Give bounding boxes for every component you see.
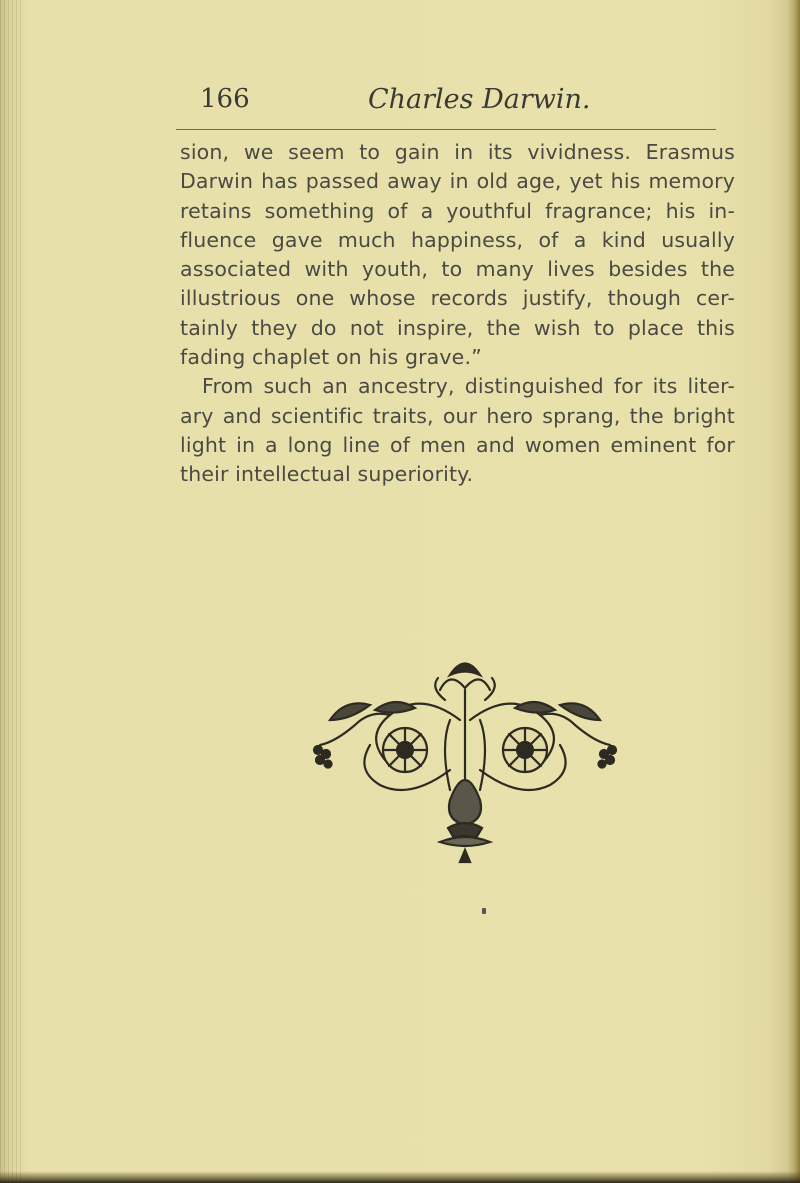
- page-edge: [786, 0, 800, 1183]
- text-line: tainly they do not inspire, the wish to place this: [180, 315, 735, 340]
- header-rule: [176, 129, 716, 130]
- text-line: their intellectual superiority.: [180, 462, 474, 487]
- running-header: [200, 84, 720, 124]
- stray-mark: [482, 908, 486, 914]
- text-line: fading chaplet on his grave.”: [180, 345, 482, 370]
- text-line: ary and scientific traits, our hero sprang, the bright: [180, 403, 735, 428]
- text-line: retains something of a youthful fragrance; his in-: [180, 198, 735, 223]
- text-line: Darwin has passed away in old age, yet his memory: [180, 169, 735, 194]
- text-line: From such an ancestry, distinguished for its liter-: [202, 374, 735, 399]
- text-line: light in a long line of men and women eminent for: [180, 432, 735, 457]
- page-number: 166: [200, 84, 250, 114]
- text-line: associated with youth, to many lives besides the: [180, 257, 735, 282]
- body-text: [180, 138, 735, 490]
- running-title: Charles Darwin.: [368, 84, 591, 115]
- page-gutter: [0, 0, 22, 1183]
- text-line: fluence gave much happiness, of a kind usually: [180, 227, 735, 252]
- text-line: sion, we seem to gain in its vividness. Erasmus: [180, 140, 735, 164]
- page-bottom-shadow: [0, 1171, 800, 1183]
- floral-tailpiece-icon: [300, 650, 630, 865]
- text-line: illustrious one whose records justify, though cer-: [180, 286, 735, 311]
